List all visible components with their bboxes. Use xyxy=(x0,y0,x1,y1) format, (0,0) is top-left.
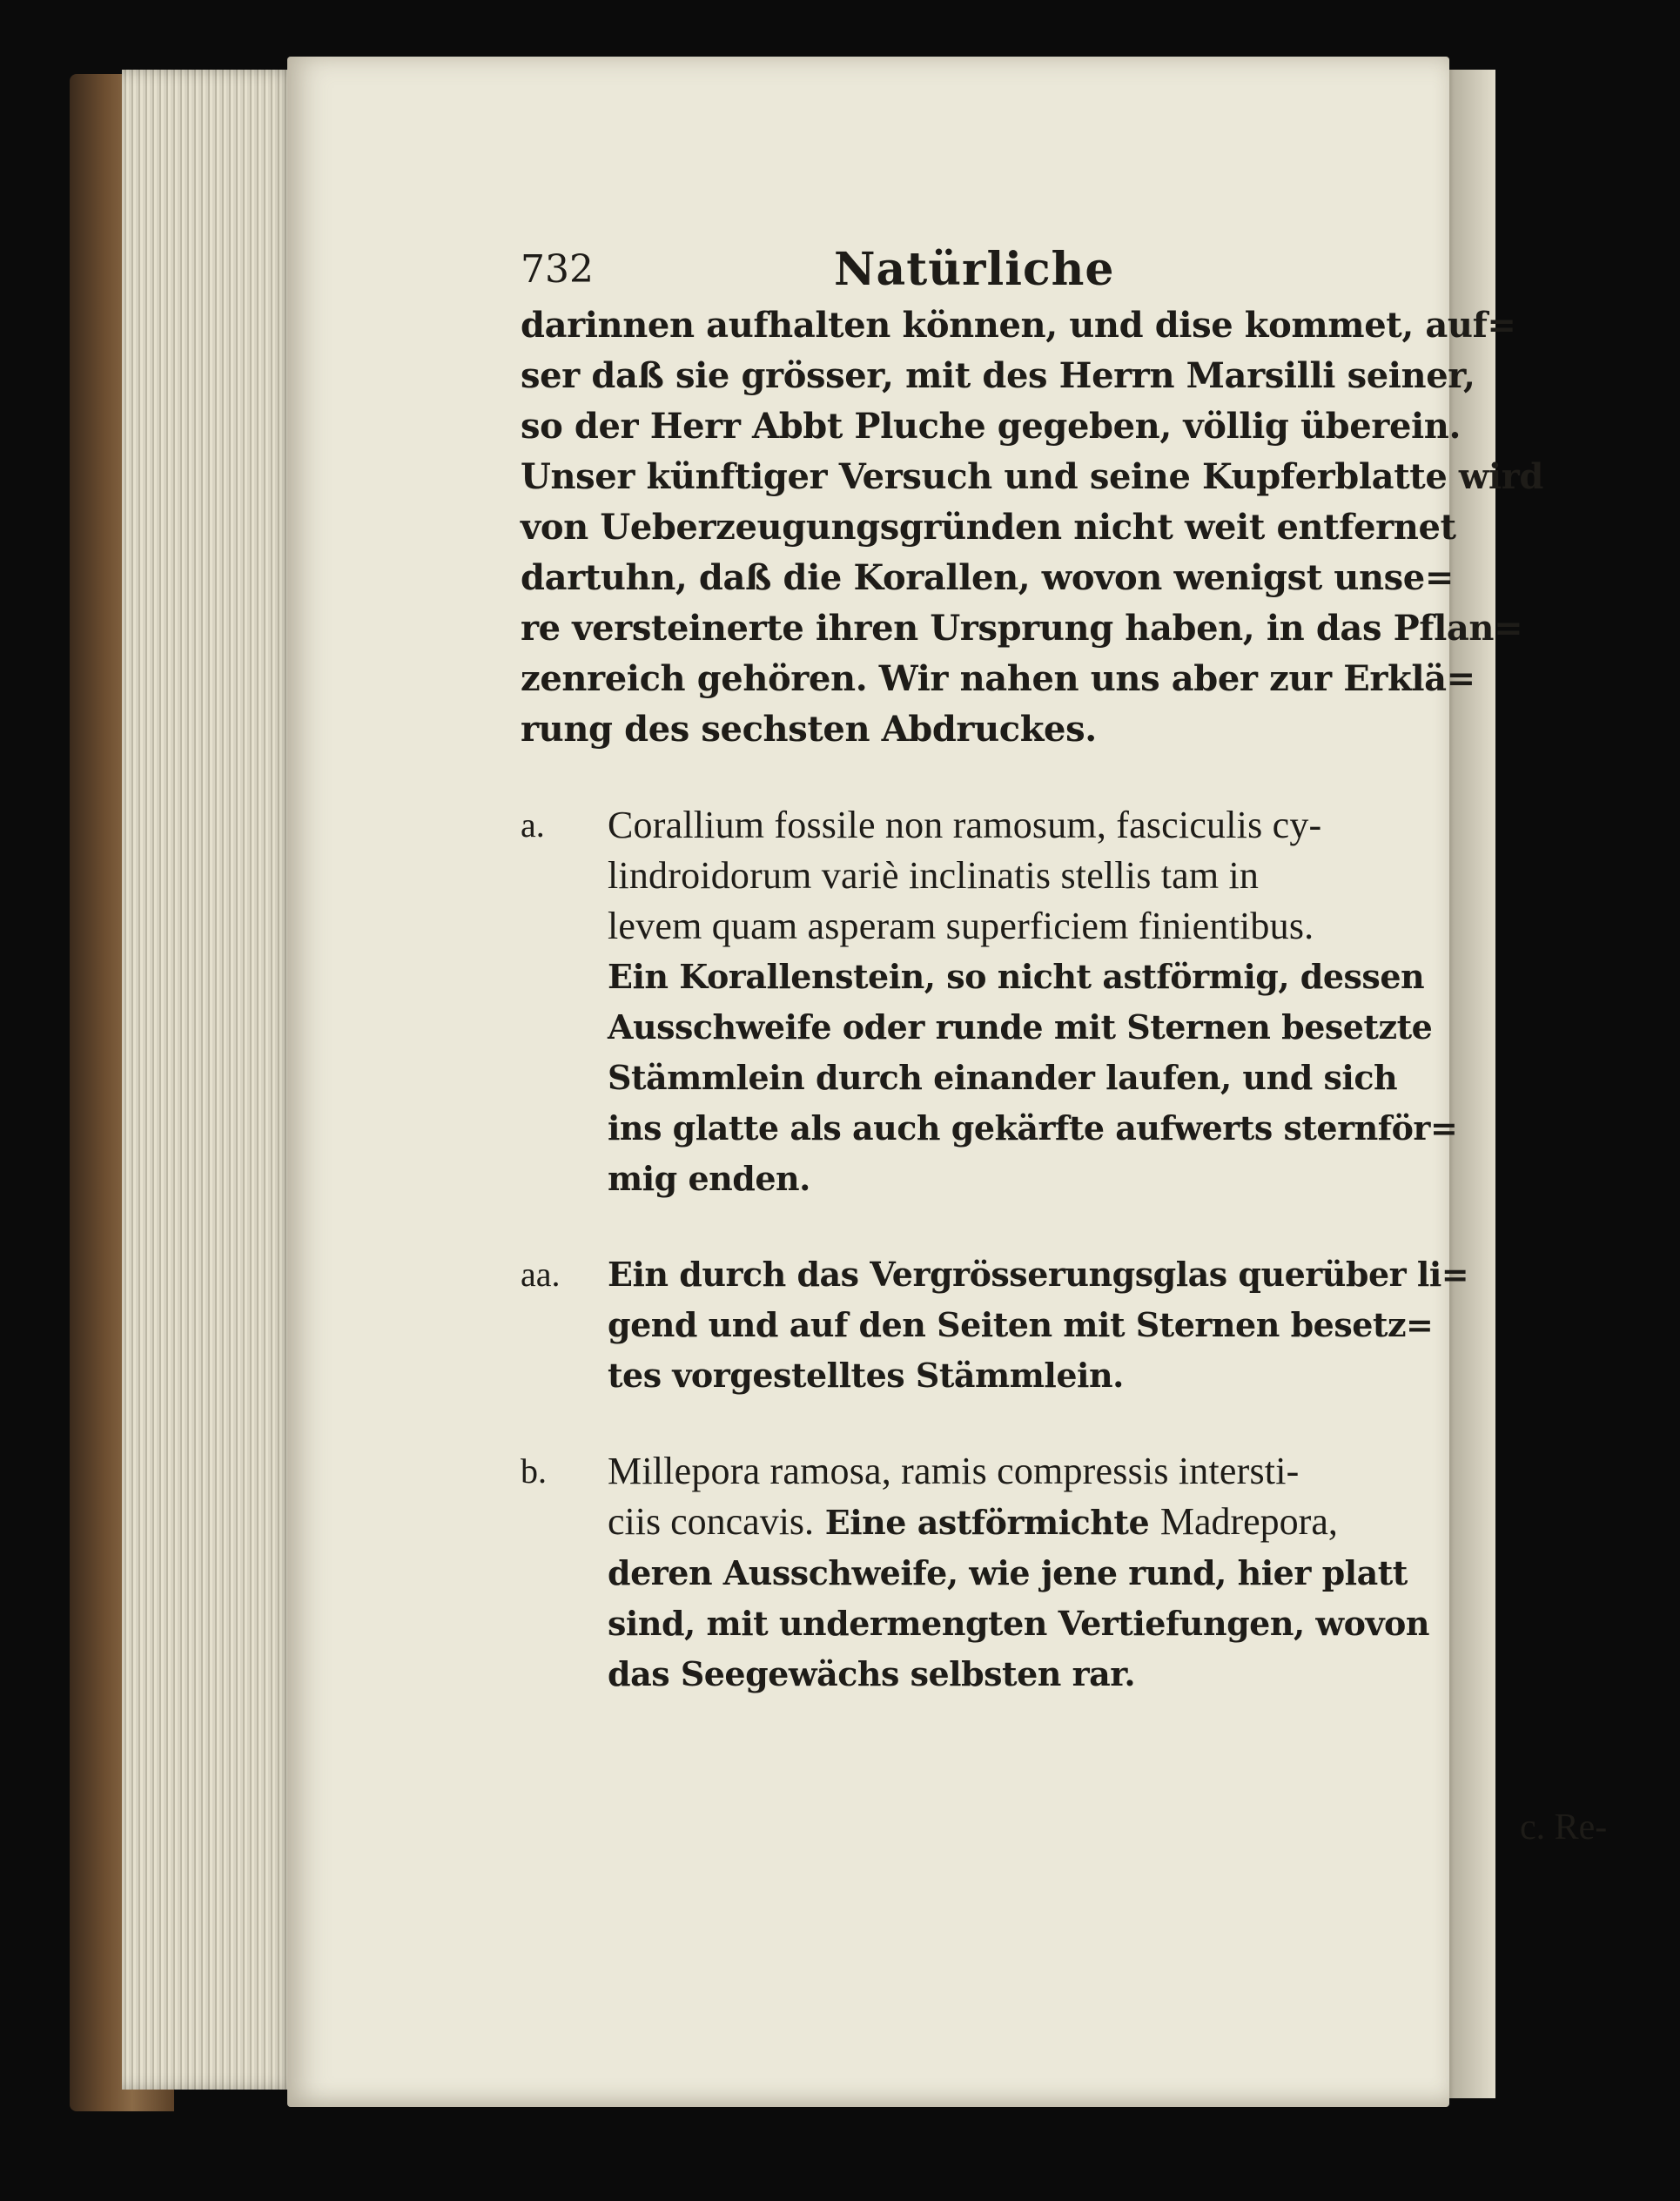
text-line: re versteinerte ihren Ursprung haben, in das Pflan= xyxy=(521,608,1523,649)
entry-body xyxy=(608,1249,1680,1401)
german-line: Ausschweife oder runde mit Sternen besetzte xyxy=(608,1007,1433,1047)
german-line: sind, mit undermengten Vertiefungen, wovon xyxy=(608,1604,1430,1643)
text-line: darinnen aufhalten können, und dise kommet, auf= xyxy=(521,305,1516,346)
intro-paragraph xyxy=(521,300,1680,755)
german-line: ins glatte als auch gekärfte aufwerts sternför= xyxy=(608,1108,1458,1148)
entry-body xyxy=(608,1446,1680,1700)
latin-line: Millepora ramosa, ramis compressis intersti- xyxy=(608,1450,1300,1492)
text-line: von Ueberzeugungsgründen nicht weit entfernet xyxy=(521,507,1456,548)
entry-a xyxy=(521,800,1680,1204)
text-line: Unser künftiger Versuch und seine Kupferblatte wird xyxy=(521,456,1543,497)
german-fragment: Eine astförmichte xyxy=(824,1503,1150,1542)
latin-line: levem quam asperam superficiem finientibus. xyxy=(608,905,1314,947)
german-line: das Seegewächs selbsten rar. xyxy=(608,1654,1136,1693)
german-line: tes vorgestelltes Stämmlein. xyxy=(608,1356,1124,1395)
text-line: rung des sechsten Abdruckes. xyxy=(521,709,1097,750)
german-line: Stämmlein durch einander laufen, und sich xyxy=(608,1058,1398,1097)
page-text-block xyxy=(521,239,1680,1848)
latin-fragment: ciis concavis. xyxy=(608,1500,815,1543)
german-line: mig enden. xyxy=(608,1159,810,1198)
mixed-line xyxy=(608,1497,1680,1548)
page-header xyxy=(521,239,1680,300)
page-number: 732 xyxy=(521,247,594,292)
latin-line: Corallium fossile non ramosum, fasciculis cy- xyxy=(608,804,1322,846)
entry-label: b. xyxy=(521,1451,547,1491)
german-line: Ein durch das Vergrösserungsglas querüber li= xyxy=(608,1255,1469,1294)
catchword: c. Re- xyxy=(1520,1807,1608,1848)
german-line: gend und auf den Seiten mit Sternen besetz= xyxy=(608,1305,1434,1344)
text-line: so der Herr Abbt Pluche gegeben, völlig überein. xyxy=(521,406,1462,447)
text-line: ser daß sie grösser, mit des Herrn Marsilli seiner, xyxy=(521,355,1475,396)
entry-b xyxy=(521,1446,1680,1700)
text-line: dartuhn, daß die Korallen, wovon wenigst unse= xyxy=(521,557,1454,598)
latin-fragment: Madrepora, xyxy=(1159,1500,1338,1543)
entry-label: aa. xyxy=(521,1255,561,1294)
page-stack-edges xyxy=(122,70,296,2090)
entry-aa xyxy=(521,1249,1680,1401)
entry-body xyxy=(608,800,1680,1204)
book-page xyxy=(287,57,1608,2107)
running-head: Natürliche xyxy=(834,243,1115,296)
latin-line: lindroidorum variè inclinatis stellis tam in xyxy=(608,854,1260,897)
german-line: deren Ausschweife, wie jene rund, hier platt xyxy=(608,1553,1408,1592)
german-line: Ein Korallenstein, so nicht astförmig, dessen xyxy=(608,957,1425,996)
text-line: zenreich gehören. Wir nahen uns aber zur Erklä= xyxy=(521,658,1475,699)
entry-label: a. xyxy=(521,805,545,845)
